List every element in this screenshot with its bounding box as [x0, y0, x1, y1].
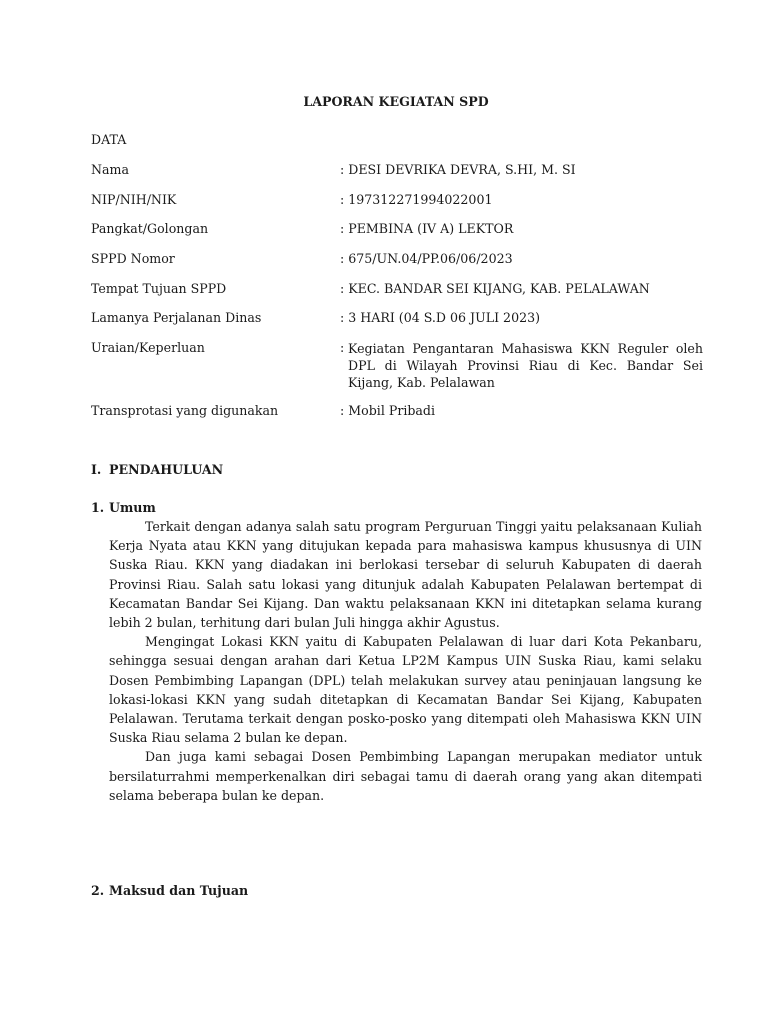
paragraph: Terkait dengan adanya salah satu program Perguruan Tinggi yaitu pelaksanaan Kuliah Kerja Nyata atau KKN yang ditujukan kepada para mahasiswa kampus khususnya di UIN Suska Riau. KKN yang diadakan ini berlokasi tersebar di seluruh Kabupaten di daerah Provinsi Riau. Salah satu lokasi yang ditunjuk adalah Kabupaten Pelalawan bertempat di Kecamatan Bandar Sei Kijang. Dan waktu pelaksanaan KKN ini ditetapkan selama kurang lebih 2 bulan, terhitung dari bulan Juli hingga akhir Agustus.: [109, 519, 702, 631]
field-value: : 3 HARI (04 S.D 06 JULI 2023): [340, 310, 541, 325]
paragraph: Mengingat Lokasi KKN yaitu di Kabupaten Pelalawan di luar dari Kota Pekanbaru, sehingga sesuai dengan arahan dari Ketua LP2M Kampus UIN Suska Riau, kami selaku Dosen Pembimbing Lapangan (DPL) telah melakukan survey atau peninjauan langsung ke lokasi-lokasi KKN yang sudah ditetapkan di Kecamatan Bandar Sei Kijang, Kabupaten Pelalawan. Terutama terkait dengan posko-posko yang ditempati oleh Mahasiswa KKN UIN Suska Riau selama 2 bulan ke depan.: [109, 634, 702, 746]
field-label: Transprotasi yang digunakan: [91, 403, 279, 418]
field-label: Pangkat/Golongan: [91, 221, 209, 236]
field-label: Nama: [91, 162, 129, 177]
field-value: : 197312271994022001: [340, 192, 493, 207]
subsection-heading-maksud-tujuan: [91, 883, 248, 898]
field-value: : KEC. BANDAR SEI KIJANG, KAB. PELALAWAN: [340, 281, 650, 296]
field-value: : DESI DEVRIKA DEVRA, S.HI, M. SI: [340, 162, 576, 177]
field-label: NIP/NIH/NIK: [91, 192, 177, 207]
field-label: SPPD Nomor: [91, 251, 175, 266]
body-text: [109, 517, 702, 805]
paragraph: Dan juga kami sebagai Dosen Pembimbing Lapangan merupakan mediator untuk bersilaturrahmi memperkenalkan diri sebagai tamu di daerah orang yang akan ditempati selama beberapa bulan ke depan.: [109, 749, 702, 803]
field-label: Uraian/Keperluan: [91, 340, 205, 355]
subsection-title: Umum: [109, 500, 156, 515]
subsection-number: 1.: [91, 500, 105, 515]
subsection-heading-umum: [91, 500, 156, 515]
subsection-number: 2.: [91, 883, 105, 898]
field-label: Lamanya Perjalanan Dinas: [91, 310, 262, 325]
subsection-title: Maksud dan Tujuan: [109, 883, 249, 898]
section-title: PENDAHULUAN: [109, 462, 224, 477]
field-value: : PEMBINA (IV A) LEKTOR: [340, 221, 514, 236]
section-heading-pendahuluan: [91, 462, 223, 477]
data-heading: DATA: [91, 132, 127, 147]
section-number: I.: [91, 462, 102, 477]
field-value: Kegiatan Pengantaran Mahasiswa KKN Reguler oleh DPL di Wilayah Provinsi Riau di Kec. Bandar Sei Kijang, Kab. Pelalawan: [348, 341, 703, 390]
field-colon: :: [340, 340, 345, 355]
field-value: : 675/UN.04/PP.06/06/2023: [340, 251, 513, 266]
field-label: Tempat Tujuan SPPD: [91, 281, 227, 296]
document-title: LAPORAN KEGIATAN SPD: [303, 94, 489, 109]
field-value: : Mobil Pribadi: [340, 403, 436, 418]
